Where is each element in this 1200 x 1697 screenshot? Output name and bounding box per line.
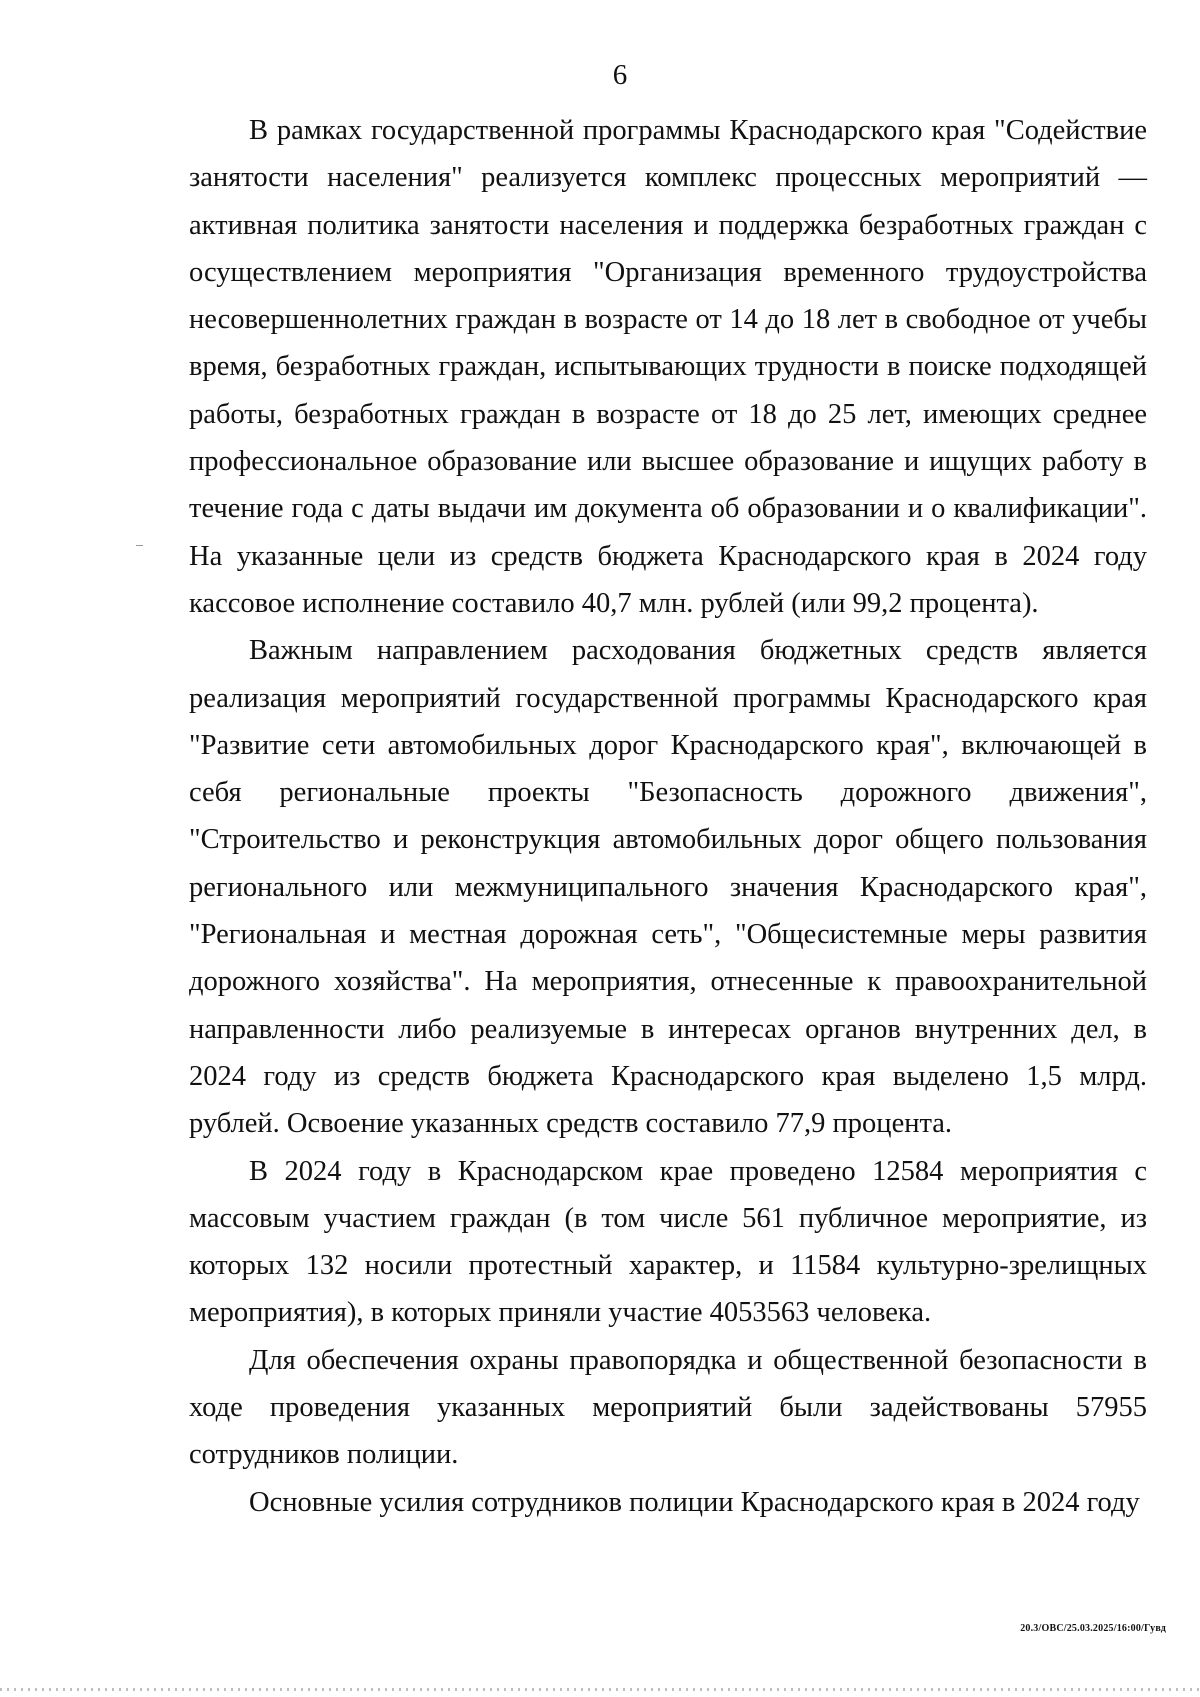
paragraph-employment-program: В рамках государственной программы Краснодарского края "Содействие занятости населения" реализуется комплекс процессных мероприятий — активная политика занятости населения и поддержка безработных граждан с осуществлением мероприятия "Организация временного трудоустройства несовершеннолетних граждан в возрасте от 14 до 18 лет в свободное от учебы время, безработных граждан, испытывающих трудности в поиске подходящей работы, безработных граждан в возрасте от 18 до 25 лет, имеющих среднее профессиональное образование или высшее образование и ищущих работу в течение года с даты выдачи им документа об образовании и о квалификации". На указанные цели из средств бюджета Краснодарского края в 2024 году кассовое исполнение составило 40,7 млн. рублей (или 99,2 процента). <box>189 115 1147 619</box>
page-number: 6 <box>612 59 628 91</box>
margin-mark <box>136 545 143 546</box>
paragraph-road-network-program: Важным направлением расходования бюджетных средств является реализация мероприятий государственной программы Краснодарского края "Развитие сети автомобильных дорог Краснодарского края", включающей в себя региональные проекты "Безопасность дорожного движения", "Строительство и реконструкция автомобильных дорог общего пользования регионального или межмуниципального значения Краснодарского края", "Региональная и местная дорожная сеть", "Общесистемные меры развития дорожного хозяйства". На мероприятия, отнесенные к правоохранительной направленности либо реализуемые в интересах органов внутренних дел, в 2024 году из средств бюджета Краснодарского края выделено 1,5 млрд. рублей. Освоение указанных средств составило 77,9 процента. <box>189 635 1147 1140</box>
scan-edge-line <box>0 1688 1200 1691</box>
paragraph-mass-events: В 2024 году в Краснодарском крае проведено 12584 мероприятия с массовым участием граждан (в том числе 561 публичное мероприятие, из которых 132 носили протестный характер, и 11584 культурно-зрелищных мероприятия), в которых приняли участие 4053563 человека. <box>189 1155 1147 1329</box>
document-body <box>189 107 1147 1526</box>
paragraph-police-efforts: Основные усилия сотрудников полиции Краснодарского края в 2024 году <box>249 1486 1140 1518</box>
document-registration-code: 20.3/ОВС/25.03.2025/16:00/Гувд <box>1020 1623 1166 1634</box>
paragraph-police-deployment: Для обеспечения охраны правопорядка и общественной безопасности в ходе проведения указанных мероприятий были задействованы 57955 сотрудников полиции. <box>189 1344 1147 1471</box>
